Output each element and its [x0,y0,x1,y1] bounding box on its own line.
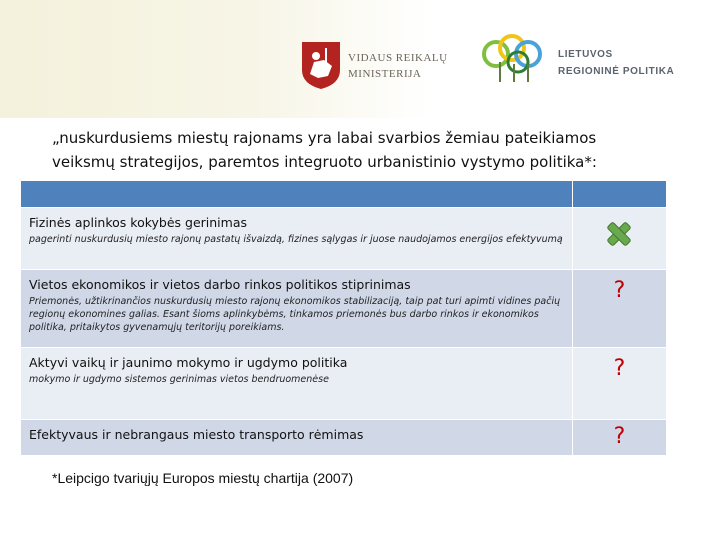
strategy-title: Fizinės aplinkos kokybės gerinimas [29,215,247,230]
table-header-cell [21,181,573,208]
mark-cell [573,270,667,348]
table-row [21,420,667,456]
table-row [21,348,667,420]
strategy-title: Vietos ekonomikos ir vietos darbo rinkos politikos stiprinimas [29,277,411,292]
table-row [21,270,667,348]
strategies-table [20,180,667,456]
mark-cell [573,420,667,456]
regional-policy-logo [478,32,678,92]
mark-cell [573,208,667,270]
strategy-cell [21,208,573,270]
table-header-row [21,181,667,208]
strategy-title: Efektyvaus ir nebrangaus miesto transporto rėmimas [29,427,364,442]
ministry-logo-line1: VIDAUS REIKALŲ [348,52,448,64]
ministry-logo-line2: MINISTERIJA [348,68,422,80]
strategy-cell [21,348,573,420]
strategy-title: Aktyvi vaikų ir jaunimo mokymo ir ugdymo politika [29,355,348,370]
strategy-description: mokymo ir ugdymo sistemos gerinimas vietos bendruomenėse [29,374,329,385]
regional-policy-emblem-icon [478,32,550,84]
strategy-cell [21,270,573,348]
slide-heading [52,126,692,174]
mark-cell [573,348,667,420]
regional-logo-line2: REGIONINĖ POLITIKA [558,66,675,77]
ministry-logo [290,38,465,94]
regional-logo-line1: LIETUVOS [558,49,613,60]
table-header-cell [573,181,667,208]
footnote: *Leipcigo tvariųjų Europos miestų chartija (2007) [52,470,354,486]
green-cross-icon [605,220,633,248]
question-mark: ? [613,356,626,381]
strategy-description: pagerinti nuskurdusių miesto rajonų pastatų išvaizdą, fizines sąlygas ir juose naudojamos energijos efektyvumą [29,234,563,245]
question-mark: ? [613,424,626,449]
strategy-description: Priemonės, užtikrinančios nuskurdusių miesto rajonų ekonomikos stabilizaciją, taip pat turi apimti vidines pačių regionų ekonomines galias. Esant šioms aplinkybėms, tinkamos priemonės bus darbo rinkos ir ekonomikos politika, pritaikytos gyvenamųjų teritorijų poreikiams. [29,296,561,333]
coat-of-arms-icon [300,40,342,90]
table-row [21,208,667,270]
heading-line1: „nuskurdusiems miestų rajonams yra labai svarbios žemiau pateikiamos [52,129,597,147]
heading-line2: veiksmų strategijos, paremtos integruoto urbanistinio vystymo politika*: [52,153,597,171]
strategy-cell [21,420,573,456]
question-mark: ? [613,278,626,303]
